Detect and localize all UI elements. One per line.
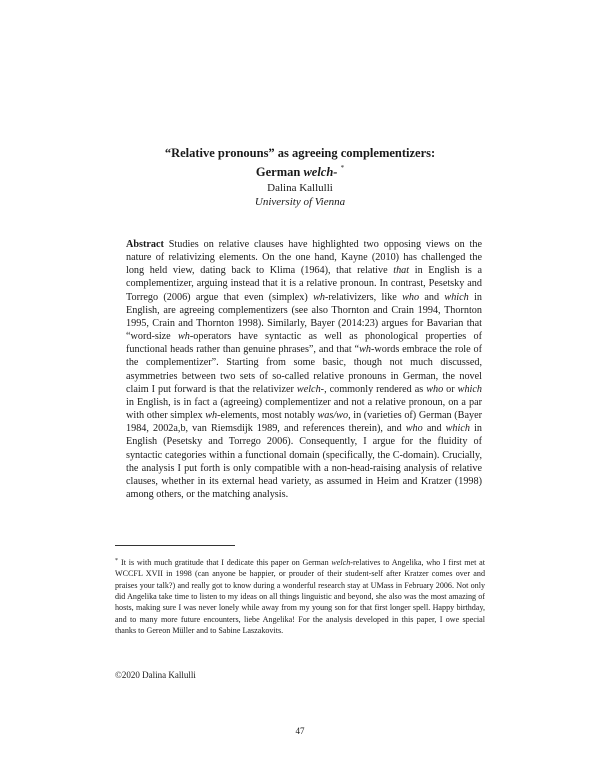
abstract-text: -operators have syntactic as well as phonological properties of functional heads rather than genuine phrases”, and that “ xyxy=(126,331,482,356)
abstract-italic: who xyxy=(405,423,423,435)
abstract-text: -words embrace the role of the complementizer”. Starting from some basic, though not much discussed, asymmetries between two sets of so-called relative pronouns in German, the novel claim I put forward is that the relativizer xyxy=(126,344,483,395)
abstract-italic: which xyxy=(457,383,482,395)
abstract-text: , in (varieties of) German (Bayer 1984, 2002a,b, van Riemsdijk 1989, and references therein), and xyxy=(126,410,482,435)
abstract-text: , commonly rendered as xyxy=(324,383,427,395)
abstract-italic: who xyxy=(402,291,420,303)
abstract-text: and xyxy=(419,291,445,303)
author-name: Dalina Kallulli xyxy=(267,182,333,194)
abstract-italic: wh xyxy=(205,410,218,422)
abstract-italic: welch- xyxy=(296,383,325,395)
author-affiliation: University of Vienna xyxy=(254,196,346,208)
abstract-italic: that xyxy=(393,265,410,277)
footnote-text: -relatives to Angelika, who I first met at WCCFL XVII in 1998 (can anyone be happier, or prouder of their student-self after Kratzer comes over and praises your talk?) and really got to know during a wonderful research stay at UMass in February 2006. Not only did Angelika take time to listen to my ideas on all things linguistic and beyond, she also was the most amazing of hosts, making sure I was never lonely while away from my young son for that first longer spell. Happy birthday, and to many more future encounters, liebe Angelika! For the analysis developed in this paper, I owe special thanks to Gereon Müller and to Sabine Laszakovits. xyxy=(115,558,485,636)
footnote-italic: welch xyxy=(331,558,351,567)
abstract-text: Studies on relative clauses have highlighted two opposing views on the nature of relativizing elements. On the one hand, Kayne (2010) has challenged the long held view, dating back to Klima (1964), that relative xyxy=(126,239,482,277)
title-line-2 xyxy=(100,161,500,180)
abstract-text: in English is a complementizer, arguing instead that it is a relative pronoun. In contrast, Pesetsky and Torrego (2006) argue that even (simplex) xyxy=(126,265,482,303)
abstract xyxy=(126,238,482,501)
title-line-2-italic: welch- xyxy=(303,165,338,179)
abstract-text: -relativizers, like xyxy=(325,291,403,303)
title-footnote-marker[interactable]: * xyxy=(340,164,345,172)
abstract-italic: which xyxy=(444,291,469,303)
footnote-divider xyxy=(115,545,235,546)
abstract-italic: wh xyxy=(359,344,371,356)
abstract-text: and xyxy=(422,423,446,435)
footnote-marker: * xyxy=(115,558,118,564)
abstract-italic: was/wo xyxy=(317,410,349,422)
abstract-text: -elements, most notably xyxy=(217,410,318,422)
abstract-text: in English, are agreeing complementizers (see also Thornton and Crain 1994, Thornton 1995, Crain and Thornton 1998). Similarly, Bayer (2014:23) argues for Bavarian that “word-size xyxy=(126,291,482,343)
abstract-text: in English, is in fact a (agreeing) complementizer and not a relative pronoun, on a par with other simplex xyxy=(126,396,482,422)
abstract-italic: who xyxy=(426,383,444,395)
paper-title xyxy=(100,146,500,180)
abstract-italic: wh xyxy=(313,291,325,303)
title-line-1: “Relative pronouns” as agreeing complementizers: xyxy=(164,146,436,160)
abstract-text: or xyxy=(443,383,458,395)
abstract-italic: wh xyxy=(178,331,190,343)
page-number: 47 xyxy=(295,726,305,736)
abstract-italic: which xyxy=(445,423,470,435)
copyright-notice: ©2020 Dalina Kallulli xyxy=(115,670,196,680)
abstract-text: in English (Pesetsky and Torrego 2006). Consequently, I argue for the fluidity of syntactic categories within a functional domain (specifically, the C-domain). Crucially, the analysis I put forth is only compatible with a non-head-raising analysis of relative clauses, whether in its external head variety, as assumed in Heim and Kratzer (1998) among others, or the matching analysis. xyxy=(126,423,482,500)
footnote-text: It is with much gratitude that I dedicate this paper on German xyxy=(121,558,332,567)
abstract-label: Abstract xyxy=(126,239,164,250)
title-line-2-prefix: German xyxy=(255,165,304,179)
footnote xyxy=(115,556,485,636)
